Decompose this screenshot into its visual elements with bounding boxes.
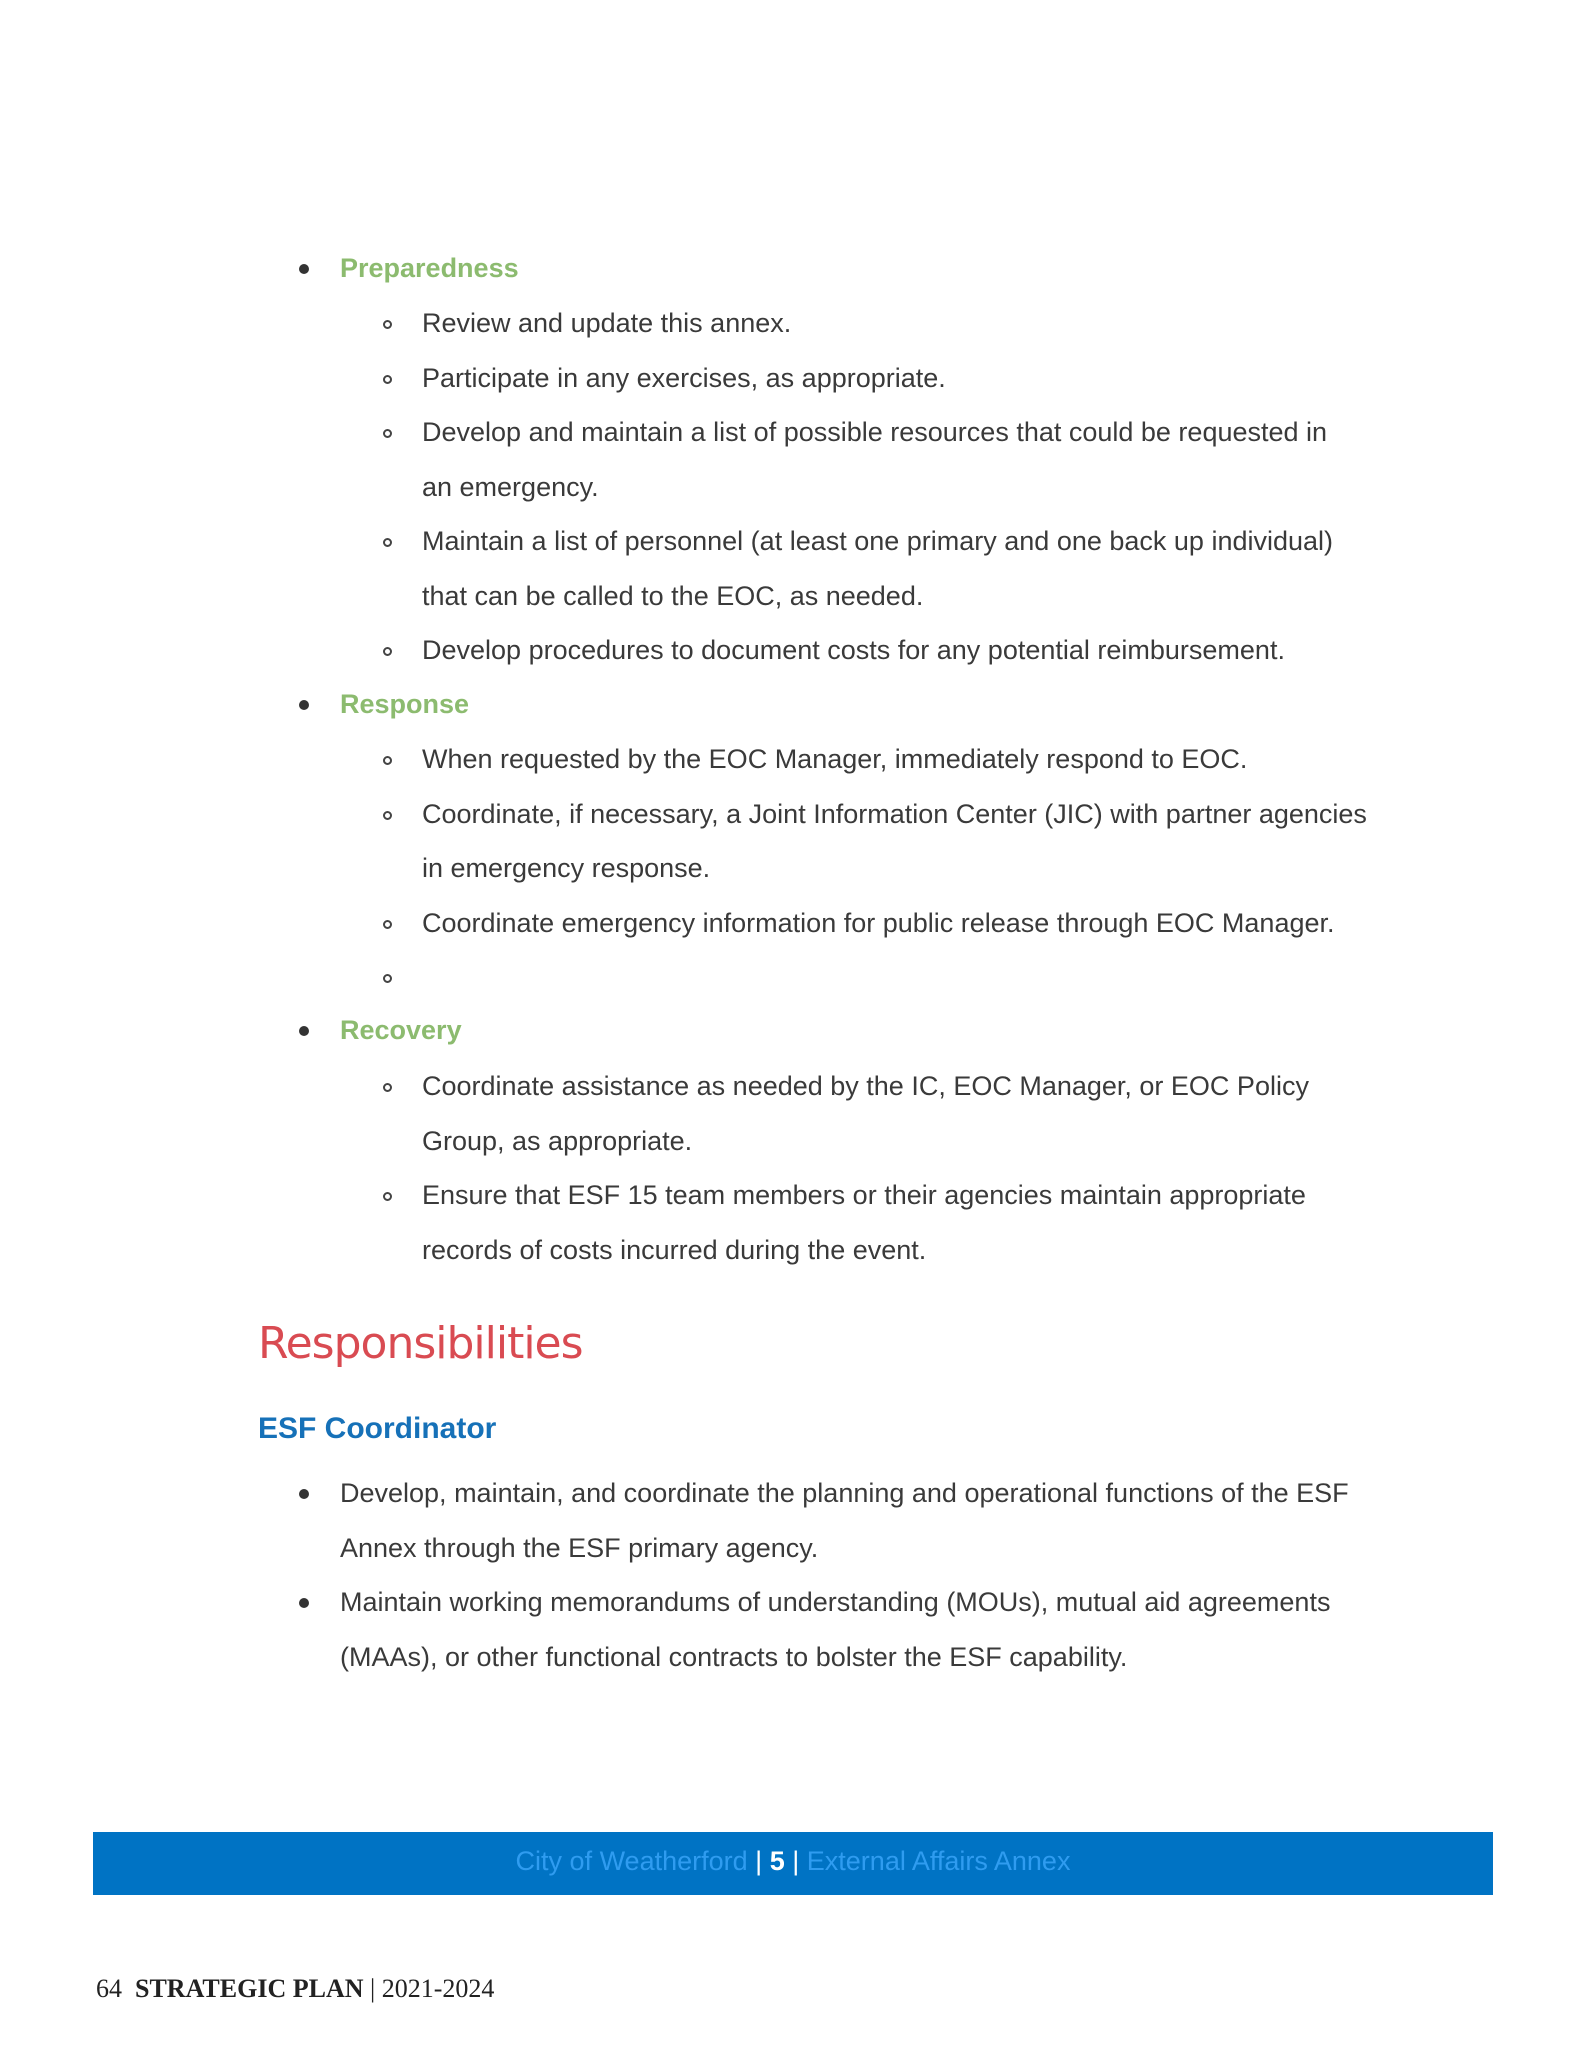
circle-bullet-icon xyxy=(383,811,392,820)
list-item: Participate in any exercises, as appropriate. xyxy=(422,363,946,393)
list-item: Coordinate emergency information for public release through EOC Manager. xyxy=(422,908,1335,938)
list-item-continued: (MAAs), or other functional contracts to bolster the ESF capability. xyxy=(340,1642,1128,1672)
bullet-icon xyxy=(299,1489,309,1499)
circle-bullet-icon xyxy=(383,756,392,765)
bullet-icon xyxy=(299,1598,309,1608)
circle-bullet-icon xyxy=(383,647,392,656)
list-item: Develop procedures to document costs for any potential reimbursement. xyxy=(422,635,1285,665)
list-item: Ensure that ESF 15 team members or their agencies maintain appropriate xyxy=(422,1180,1306,1210)
page-footer-separator: | xyxy=(370,1974,376,2003)
list-item: Coordinate, if necessary, a Joint Information Center (JIC) with partner agencies xyxy=(422,799,1367,829)
circle-bullet-icon xyxy=(383,429,392,438)
list-item-continued: Annex through the ESF primary agency. xyxy=(340,1533,819,1563)
plan-years: 2021-2024 xyxy=(381,1974,495,2003)
footer-separator: | xyxy=(792,1846,800,1876)
response-heading: Response xyxy=(340,689,470,719)
page-number: 64 xyxy=(96,1974,122,2003)
list-item: Develop, maintain, and coordinate the planning and operational functions of the ESF xyxy=(340,1478,1349,1508)
list-item: Review and update this annex. xyxy=(422,308,792,338)
circle-bullet-icon xyxy=(383,920,392,929)
list-item: Maintain working memorandums of understanding (MOUs), mutual aid agreements xyxy=(340,1587,1331,1617)
list-item-continued: in emergency response. xyxy=(422,853,711,883)
recovery-heading: Recovery xyxy=(340,1015,462,1045)
footer-page-number: 5 xyxy=(769,1846,785,1876)
footer-separator: | xyxy=(755,1846,763,1876)
annex-footer-text xyxy=(93,1846,1493,1877)
list-item-continued: records of costs incurred during the event. xyxy=(422,1235,927,1265)
bullet-icon xyxy=(299,1026,309,1036)
circle-bullet-icon xyxy=(383,538,392,547)
footer-annex-title: External Affairs Annex xyxy=(806,1846,1071,1876)
document-title: STRATEGIC PLAN xyxy=(135,1974,364,2003)
list-item: When requested by the EOC Manager, immediately respond to EOC. xyxy=(422,744,1248,774)
bullet-icon xyxy=(299,700,309,710)
list-item: Maintain a list of personnel (at least one primary and one back up individual) xyxy=(422,526,1334,556)
section-title: Responsibilities xyxy=(258,1318,583,1369)
bullet-icon xyxy=(299,264,309,274)
page-footer xyxy=(96,1974,494,2004)
list-item-continued: that can be called to the EOC, as needed. xyxy=(422,581,924,611)
footer-organization: City of Weatherford xyxy=(515,1846,748,1876)
empty-circle-bullet-icon xyxy=(383,974,392,983)
list-item: Coordinate assistance as needed by the IC, EOC Manager, or EOC Policy xyxy=(422,1071,1309,1101)
circle-bullet-icon xyxy=(383,1083,392,1092)
list-item-continued: an emergency. xyxy=(422,472,599,502)
circle-bullet-icon xyxy=(383,375,392,384)
list-item-continued: Group, as appropriate. xyxy=(422,1126,693,1156)
circle-bullet-icon xyxy=(383,1192,392,1201)
annex-footer-bar xyxy=(93,1832,1493,1895)
preparedness-heading: Preparedness xyxy=(340,253,519,283)
list-item: Develop and maintain a list of possible resources that could be requested in xyxy=(422,417,1328,447)
section-subtitle: ESF Coordinator xyxy=(258,1412,497,1445)
circle-bullet-icon xyxy=(383,320,392,329)
